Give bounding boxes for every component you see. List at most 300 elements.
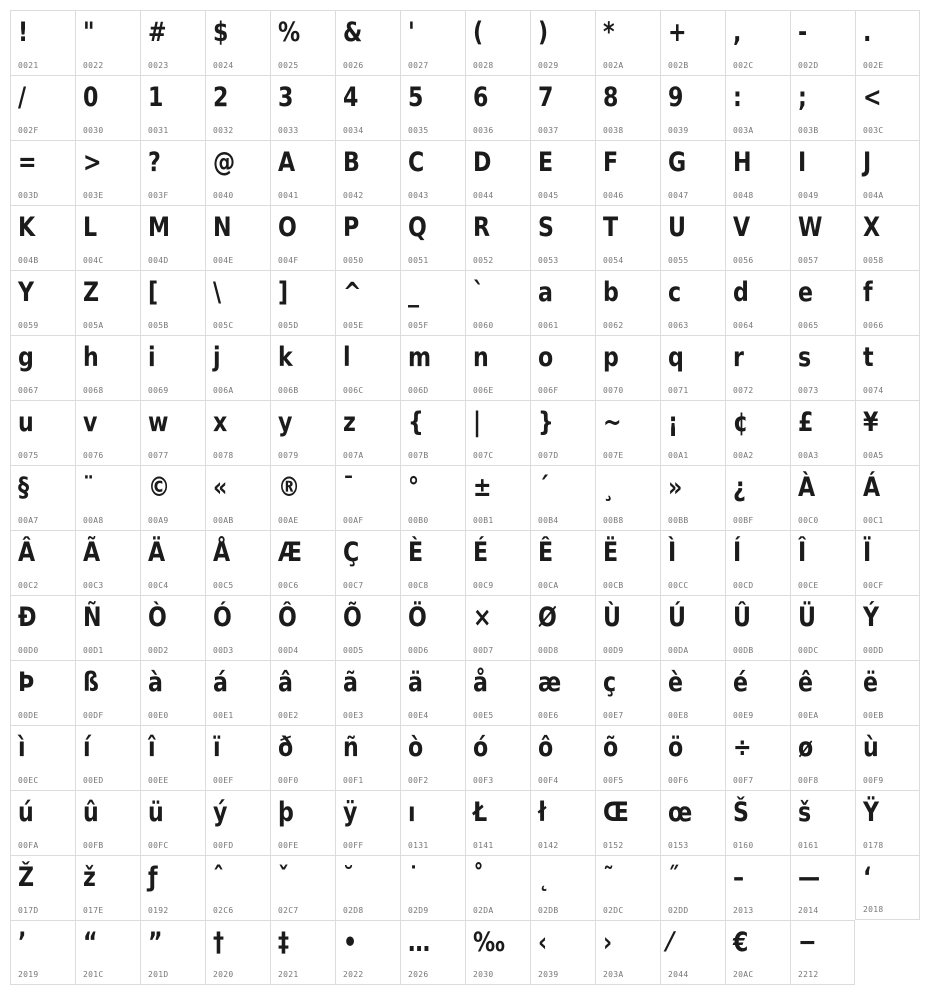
glyph-codepoint: 005A (83, 321, 104, 330)
glyph-char: Ê (538, 537, 554, 568)
glyph-cell (205, 595, 270, 660)
glyph-codepoint: 00A3 (798, 451, 819, 460)
glyph-cell (530, 595, 595, 660)
glyph-codepoint: 006E (473, 386, 494, 395)
glyph-char: h (83, 342, 99, 373)
glyph-cell (465, 790, 530, 855)
glyph-cell (725, 790, 790, 855)
glyph-codepoint: 004A (863, 191, 884, 200)
glyph-codepoint: 00E1 (213, 711, 234, 720)
glyph-cell (595, 335, 660, 400)
glyph-char: R (473, 212, 491, 243)
glyph-cell (270, 920, 335, 985)
glyph-cell (10, 10, 75, 75)
glyph-codepoint: 005C (213, 321, 234, 330)
glyph-codepoint: 00FA (18, 841, 39, 850)
glyph-codepoint: 0026 (343, 61, 364, 70)
glyph-char: K (18, 212, 36, 243)
glyph-codepoint: 00E4 (408, 711, 429, 720)
glyph-char: ` (473, 277, 485, 308)
glyph-codepoint: 0051 (408, 256, 429, 265)
glyph-char: œ (668, 797, 693, 828)
glyph-cell (660, 205, 725, 270)
glyph-codepoint: 00E8 (668, 711, 689, 720)
glyph-cell (400, 790, 465, 855)
glyph-cell (465, 530, 530, 595)
glyph-char: Ð (18, 602, 37, 633)
glyph-char: - (798, 17, 808, 48)
glyph-codepoint: 00CE (798, 581, 819, 590)
glyph-codepoint: 007D (538, 451, 559, 460)
glyph-cell (10, 270, 75, 335)
glyph-cell (530, 920, 595, 985)
glyph-codepoint: 0047 (668, 191, 689, 200)
glyph-cell (10, 790, 75, 855)
glyph-cell (205, 465, 270, 530)
glyph-codepoint: 0058 (863, 256, 884, 265)
glyph-codepoint: 0036 (473, 126, 494, 135)
glyph-codepoint: 0178 (863, 841, 884, 850)
glyph-char: Y (18, 277, 35, 308)
glyph-cell (725, 205, 790, 270)
glyph-char: ž (83, 862, 96, 893)
glyph-char: J (863, 147, 872, 178)
glyph-codepoint: 00EC (18, 776, 39, 785)
glyph-cell (855, 725, 920, 790)
glyph-char: Ú (668, 602, 686, 633)
glyph-char: g (18, 342, 34, 373)
glyph-char: ı (408, 797, 416, 828)
glyph-codepoint: 00C0 (798, 516, 819, 525)
glyph-cell (790, 855, 855, 920)
glyph-cell (660, 10, 725, 75)
glyph-cell (595, 790, 660, 855)
glyph-cell (270, 595, 335, 660)
glyph-cell (335, 465, 400, 530)
glyph-codepoint: 2019 (18, 970, 39, 979)
glyph-cell (335, 270, 400, 335)
glyph-char: ó (473, 732, 489, 763)
glyph-char: Ÿ (863, 797, 880, 828)
glyph-char: U (668, 212, 686, 243)
glyph-char: k (278, 342, 293, 373)
glyph-codepoint: 00FE (278, 841, 299, 850)
glyph-codepoint: 0039 (668, 126, 689, 135)
glyph-codepoint: 003D (18, 191, 39, 200)
glyph-codepoint: 0027 (408, 61, 429, 70)
glyph-codepoint: 0033 (278, 126, 299, 135)
glyph-cell (660, 920, 725, 985)
glyph-char: è (668, 667, 684, 698)
glyph-char: H (733, 147, 752, 178)
glyph-char: ł (538, 797, 547, 828)
glyph-codepoint: 0064 (733, 321, 754, 330)
glyph-codepoint: 00EF (213, 776, 234, 785)
glyph-codepoint: 00AF (343, 516, 364, 525)
glyph-cell (790, 465, 855, 530)
glyph-char: 7 (538, 82, 554, 113)
glyph-char: 3 (278, 82, 294, 113)
glyph-codepoint: 002C (733, 61, 754, 70)
glyph-char: ¢ (733, 407, 749, 438)
glyph-cell (205, 400, 270, 465)
glyph-char: « (213, 472, 228, 503)
glyph-codepoint: 0054 (603, 256, 624, 265)
glyph-cell (75, 595, 140, 660)
glyph-codepoint: 0032 (213, 126, 234, 135)
glyph-char: . (863, 17, 872, 48)
glyph-char: C (408, 147, 425, 178)
glyph-codepoint: 0034 (343, 126, 364, 135)
glyph-codepoint: 0152 (603, 841, 624, 850)
glyph-char: p (603, 342, 619, 373)
glyph-char: € (733, 927, 749, 958)
glyph-char: ˘ (343, 862, 355, 893)
glyph-cell (75, 400, 140, 465)
glyph-cell (335, 595, 400, 660)
glyph-cell (205, 790, 270, 855)
glyph-char: › (603, 927, 613, 958)
glyph-cell (140, 75, 205, 140)
glyph-cell (855, 530, 920, 595)
glyph-codepoint: 02C6 (213, 906, 234, 915)
glyph-codepoint: 00D9 (603, 646, 624, 655)
glyph-char: 8 (603, 82, 619, 113)
glyph-char: ÿ (343, 797, 358, 828)
glyph-codepoint: 00EE (148, 776, 169, 785)
glyph-codepoint: 003E (83, 191, 104, 200)
glyph-codepoint: 00A9 (148, 516, 169, 525)
glyph-codepoint: 0023 (148, 61, 169, 70)
glyph-cell (75, 10, 140, 75)
glyph-codepoint: 02DA (473, 906, 494, 915)
glyph-cell (790, 140, 855, 205)
glyph-char: { (408, 407, 424, 438)
glyph-char: ˆ (213, 862, 225, 893)
glyph-char: ^ (343, 277, 362, 308)
glyph-char: / (18, 82, 27, 113)
glyph-cell (530, 660, 595, 725)
glyph-char: ] (278, 277, 289, 308)
glyph-cell (75, 855, 140, 920)
glyph-cell (790, 10, 855, 75)
glyph-codepoint: 004B (18, 256, 39, 265)
glyph-char: Ë (603, 537, 619, 568)
glyph-char: L (83, 212, 98, 243)
glyph-codepoint: 203A (603, 970, 624, 979)
glyph-cell (10, 920, 75, 985)
glyph-cell (530, 790, 595, 855)
glyph-cell (335, 335, 400, 400)
glyph-char: Ä (148, 537, 166, 568)
glyph-char: 4 (343, 82, 359, 113)
glyph-codepoint: 00F2 (408, 776, 429, 785)
glyph-char: ü (148, 797, 164, 828)
glyph-codepoint: 00C8 (408, 581, 429, 590)
glyph-char: © (148, 472, 171, 503)
glyph-codepoint: 00F5 (603, 776, 624, 785)
glyph-char: Ñ (83, 602, 102, 633)
glyph-cell (205, 855, 270, 920)
glyph-char: ” (148, 927, 163, 958)
glyph-codepoint: 0065 (798, 321, 819, 330)
glyph-char: j (213, 342, 221, 373)
glyph-cell (140, 595, 205, 660)
glyph-cell (725, 530, 790, 595)
glyph-char: y (278, 407, 293, 438)
glyph-cell (75, 920, 140, 985)
glyph-codepoint: 00FB (83, 841, 104, 850)
glyph-cell (270, 855, 335, 920)
glyph-char: å (473, 667, 488, 698)
glyph-char: ƒ (148, 862, 158, 893)
glyph-char: 2 (213, 82, 229, 113)
glyph-cell (10, 205, 75, 270)
glyph-cell (660, 725, 725, 790)
glyph-cell (400, 140, 465, 205)
glyph-codepoint: 0067 (18, 386, 39, 395)
glyph-cell (725, 75, 790, 140)
glyph-cell (465, 465, 530, 530)
glyph-cell (660, 140, 725, 205)
glyph-codepoint: 00F0 (278, 776, 299, 785)
glyph-codepoint: 00F7 (733, 776, 754, 785)
glyph-cell (400, 205, 465, 270)
glyph-cell (270, 335, 335, 400)
glyph-cell (335, 855, 400, 920)
glyph-char: I (798, 147, 807, 178)
glyph-cell (530, 530, 595, 595)
glyph-cell (465, 660, 530, 725)
glyph-codepoint: 2039 (538, 970, 559, 979)
glyph-codepoint: 0070 (603, 386, 624, 395)
glyph-codepoint: 0048 (733, 191, 754, 200)
glyph-cell (595, 725, 660, 790)
glyph-cell (660, 335, 725, 400)
glyph-codepoint: 0160 (733, 841, 754, 850)
glyph-char: È (408, 537, 424, 568)
glyph-codepoint: 00CC (668, 581, 689, 590)
glyph-char: Ô (278, 602, 297, 633)
glyph-codepoint: 00AE (278, 516, 299, 525)
glyph-codepoint: 0024 (213, 61, 234, 70)
glyph-char: » (668, 472, 683, 503)
glyph-codepoint: 00B4 (538, 516, 559, 525)
glyph-cell (335, 205, 400, 270)
glyph-cell (530, 270, 595, 335)
glyph-codepoint: 0060 (473, 321, 494, 330)
glyph-codepoint: 00F3 (473, 776, 494, 785)
glyph-char: Œ (603, 797, 629, 828)
glyph-codepoint: 0052 (473, 256, 494, 265)
glyph-cell (725, 335, 790, 400)
glyph-char: ˜ (603, 862, 615, 893)
glyph-codepoint: 0056 (733, 256, 754, 265)
glyph-codepoint: 00E2 (278, 711, 299, 720)
glyph-codepoint: 00D5 (343, 646, 364, 655)
glyph-codepoint: 004F (278, 256, 299, 265)
glyph-char: Ø (538, 602, 557, 633)
glyph-char: É (473, 537, 489, 568)
glyph-cell (140, 205, 205, 270)
glyph-char: ä (408, 667, 423, 698)
glyph-cell (75, 790, 140, 855)
glyph-codepoint: 007C (473, 451, 494, 460)
glyph-codepoint: 006A (213, 386, 234, 395)
glyph-cell (270, 270, 335, 335)
glyph-codepoint: 00F6 (668, 776, 689, 785)
glyph-char: ˙ (408, 862, 420, 893)
glyph-cell (335, 725, 400, 790)
glyph-cell (400, 75, 465, 140)
glyph-char: ‰ (473, 927, 505, 958)
glyph-cell (140, 855, 205, 920)
glyph-codepoint: 00C5 (213, 581, 234, 590)
glyph-codepoint: 00F9 (863, 776, 884, 785)
glyph-codepoint: 00B1 (473, 516, 494, 525)
glyph-codepoint: 02D9 (408, 906, 429, 915)
glyph-cell (270, 790, 335, 855)
glyph-codepoint: 00CB (603, 581, 624, 590)
glyph-cell (790, 920, 855, 985)
glyph-codepoint: 00DA (668, 646, 689, 655)
glyph-char: ù (863, 732, 879, 763)
glyph-codepoint: 00C7 (343, 581, 364, 590)
glyph-cell (465, 10, 530, 75)
glyph-char: ø (798, 732, 814, 763)
glyph-cell (140, 335, 205, 400)
glyph-char: E (538, 147, 554, 178)
glyph-char: a (538, 277, 553, 308)
glyph-cell (530, 10, 595, 75)
glyph-codepoint: 0161 (798, 841, 819, 850)
glyph-char: Æ (278, 537, 303, 568)
glyph-char: Ç (343, 537, 360, 568)
glyph-codepoint: 00D7 (473, 646, 494, 655)
glyph-char: M (148, 212, 171, 243)
glyph-char: Ó (213, 602, 232, 633)
glyph-cell (335, 75, 400, 140)
glyph-codepoint: 0077 (148, 451, 169, 460)
glyph-cell (140, 270, 205, 335)
glyph-codepoint: 0043 (408, 191, 429, 200)
glyph-codepoint: 02D8 (343, 906, 364, 915)
glyph-char: š (798, 797, 812, 828)
glyph-cell (400, 465, 465, 530)
glyph-codepoint: 003C (863, 126, 884, 135)
glyph-cell (205, 920, 270, 985)
glyph-char: ' (408, 17, 415, 48)
glyph-cell (725, 465, 790, 530)
glyph-cell (595, 400, 660, 465)
glyph-char: Ö (408, 602, 427, 633)
glyph-cell (335, 140, 400, 205)
glyph-char: Â (18, 537, 36, 568)
glyph-cell (855, 790, 920, 855)
glyph-cell (140, 725, 205, 790)
glyph-char: , (733, 17, 742, 48)
glyph-char: Ž (18, 862, 35, 893)
glyph-char: ì (18, 732, 26, 763)
glyph-codepoint: 005E (343, 321, 364, 330)
glyph-char: 0 (83, 82, 99, 113)
glyph-cell (140, 920, 205, 985)
glyph-cell (400, 595, 465, 660)
glyph-codepoint: 00E3 (343, 711, 364, 720)
glyph-codepoint: 00D1 (83, 646, 104, 655)
glyph-codepoint: 0050 (343, 256, 364, 265)
glyph-char: ë (863, 667, 879, 698)
glyph-codepoint: 0049 (798, 191, 819, 200)
glyph-codepoint: 2030 (473, 970, 494, 979)
glyph-codepoint: 003A (733, 126, 754, 135)
glyph-codepoint: 00D0 (18, 646, 39, 655)
glyph-codepoint: 0040 (213, 191, 234, 200)
glyph-codepoint: 0069 (148, 386, 169, 395)
glyph-codepoint: 0078 (213, 451, 234, 460)
glyph-cell (725, 140, 790, 205)
glyph-char: v (83, 407, 98, 438)
glyph-cell (595, 140, 660, 205)
glyph-cell (140, 465, 205, 530)
glyph-cell (530, 400, 595, 465)
glyph-codepoint: 0021 (18, 61, 39, 70)
glyph-char: c (668, 277, 682, 308)
glyph-codepoint: 00E0 (148, 711, 169, 720)
glyph-codepoint: 02DB (538, 906, 559, 915)
glyph-char: ˝ (668, 862, 680, 893)
glyph-cell (10, 335, 75, 400)
glyph-char: ÷ (733, 732, 752, 763)
glyph-char: Õ (343, 602, 362, 633)
glyph-codepoint: 004D (148, 256, 169, 265)
glyph-cell (75, 530, 140, 595)
glyph-codepoint: 00D4 (278, 646, 299, 655)
glyph-codepoint: 00D8 (538, 646, 559, 655)
glyph-cell (75, 270, 140, 335)
glyph-codepoint: 00EA (798, 711, 819, 720)
glyph-cell (660, 400, 725, 465)
glyph-codepoint: 0079 (278, 451, 299, 460)
glyph-char: > (83, 147, 102, 178)
glyph-cell (790, 790, 855, 855)
glyph-cell (75, 75, 140, 140)
glyph-char: § (18, 472, 30, 503)
glyph-char: ú (18, 797, 34, 828)
glyph-codepoint: 0031 (148, 126, 169, 135)
glyph-char: s (798, 342, 812, 373)
glyph-cell (400, 270, 465, 335)
glyph-codepoint: 2014 (798, 906, 819, 915)
glyph-codepoint: 0066 (863, 321, 884, 330)
glyph-cell (595, 660, 660, 725)
glyph-cell (205, 75, 270, 140)
glyph-char: Þ (18, 667, 35, 698)
glyph-cell (660, 530, 725, 595)
glyph-char: ß (83, 667, 99, 698)
glyph-codepoint: 00BB (668, 516, 689, 525)
glyph-grid (10, 10, 920, 985)
glyph-char: ê (798, 667, 814, 698)
glyph-char: ´ (538, 472, 550, 503)
glyph-codepoint: 0068 (83, 386, 104, 395)
glyph-codepoint: 0071 (668, 386, 689, 395)
glyph-cell (75, 335, 140, 400)
glyph-cell (855, 595, 920, 660)
glyph-char: þ (278, 797, 294, 828)
glyph-char: ( (473, 17, 484, 48)
glyph-codepoint: 0059 (18, 321, 39, 330)
